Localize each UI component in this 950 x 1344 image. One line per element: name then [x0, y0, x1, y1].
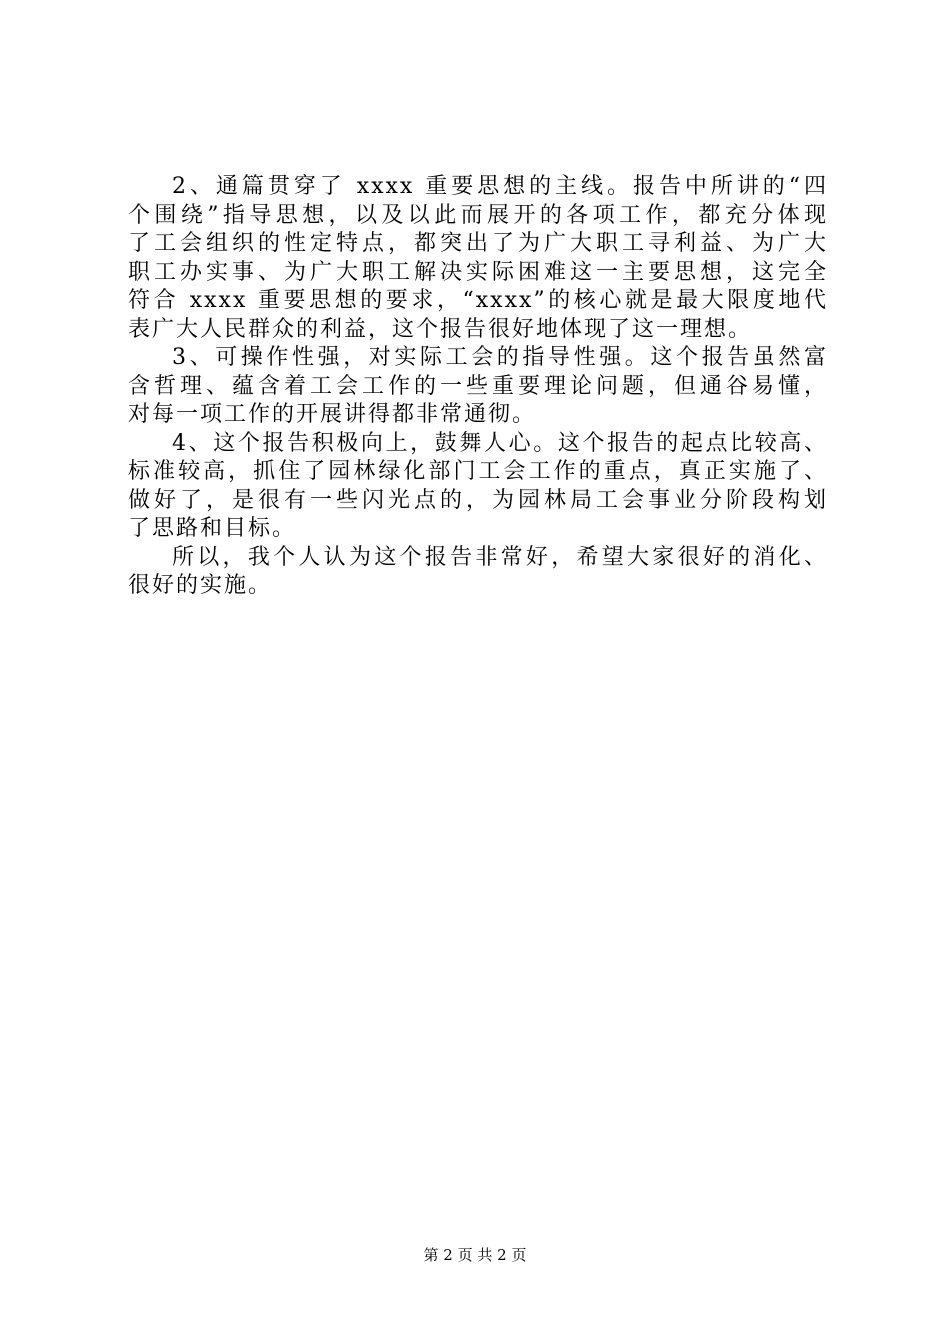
- paragraph-4: [128, 430, 828, 544]
- text-line: 含哲理、蕴含着工会工作的一些重要理论问题，但通谷易懂，: [128, 373, 828, 399]
- paragraph-3: [128, 344, 828, 430]
- text-line: 很好的实施。: [128, 573, 273, 598]
- text-line: 了思路和目标。: [128, 516, 297, 541]
- text-line: 职工办实事、为广大职工解决实际困难这一主要思想，这完全: [128, 259, 828, 285]
- page-number-footer: 第 2 页 共 2 页: [423, 1246, 527, 1264]
- text-line: 表广大人民群众的利益，这个报告很好地体现了这一理想。: [128, 316, 753, 342]
- text-line: 标准较高，抓住了园林绿化部门工会工作的重点，真正实施了、: [128, 459, 828, 484]
- document-body: [128, 173, 828, 601]
- text-line: 了工会组织的性定特点，都突出了为广大职工寻利益、为广大: [128, 231, 828, 256]
- text-line: 4、这个报告积极向上，鼓舞人心。这个报告的起点比较高、: [172, 430, 828, 456]
- text-line: 符合 xxxx 重要思想的要求，“xxxx”的核心就是最大限度地代: [128, 288, 828, 313]
- text-line: 做好了，是很有一些闪光点的，为园林局工会事业分阶段构划: [128, 487, 828, 513]
- text-line: 对每一项工作的开展讲得都非常通彻。: [128, 402, 537, 427]
- paragraph-conclusion: [128, 544, 828, 601]
- text-line: 所以，我个人认为这个报告非常好，希望大家很好的消化、: [172, 544, 828, 570]
- text-line: 2、通篇贯穿了 xxxx 重要思想的主线。报告中所讲的“四: [172, 174, 828, 199]
- paragraph-2: [128, 173, 828, 344]
- text-line: 个围绕”指导思想，以及以此而展开的各项工作，都充分体现: [128, 202, 828, 228]
- text-line: 3、可操作性强，对实际工会的指导性强。这个报告虽然富: [172, 345, 828, 370]
